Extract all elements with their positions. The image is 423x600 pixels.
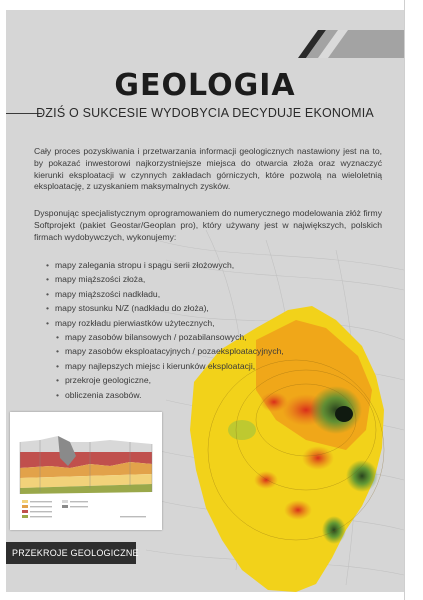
- list-item: • mapy miąższości złoża,: [46, 272, 234, 286]
- page-title: GEOLOGIA: [114, 68, 296, 103]
- intro-paragraph: Cały proces pozyskiwania i przetwarzania informacji geologicznych nastawiony jest na to, by pokazać inwestorowi najkorzystniejsze miejsca do otwarcia złoża oraz wyznaczyć kierunki eksploatacji w czynnych zakładach górniczych, które pozwolą na wieloletnią eksploatację, z uzyskaniem maksymalnych zysków.: [34, 146, 382, 192]
- list-item: • mapy rozkładu pierwiastków użytecznych,: [46, 316, 234, 330]
- list-item: • przekroje geologiczne,: [56, 373, 284, 387]
- software-paragraph: Dysponując specjalistycznym oprogramowaniem do numerycznego modelowania złóż firmy Softprojekt (pakiet Geostar/Geoplan pro), który używany jest w największych, polskich firmach wydobywczych, wykonujemy:: [34, 208, 382, 242]
- services-sublist: [56, 330, 284, 402]
- page-subtitle: DZIŚ O SUKCESIE WYDOBYCIA DECYDUJE EKONOMIA: [36, 106, 374, 120]
- list-item: • mapy zasobów eksploatacyjnych / pozaeksploatacyjnych,: [56, 344, 284, 358]
- list-item: • mapy zasobów bilansowych / pozabilansowych,: [56, 330, 284, 344]
- services-list: [46, 258, 234, 330]
- list-item: • mapy stosunku N/Z (nadkładu do złoża),: [46, 301, 234, 315]
- content-panel: [6, 10, 404, 592]
- list-item: • mapy najlepszych miejsc i kierunków eksploatacji,: [56, 359, 284, 373]
- list-item: • obliczenia zasobów.: [56, 388, 284, 402]
- list-item: • mapy miąższości nadkładu,: [46, 287, 234, 301]
- image-caption: PRZEKROJE GEOLOGICZNE: [12, 548, 139, 558]
- list-item: • mapy zalegania stropu i spągu serii złożowych,: [46, 258, 234, 272]
- page-margin: [404, 0, 423, 600]
- geological-cross-section-image: [10, 412, 162, 530]
